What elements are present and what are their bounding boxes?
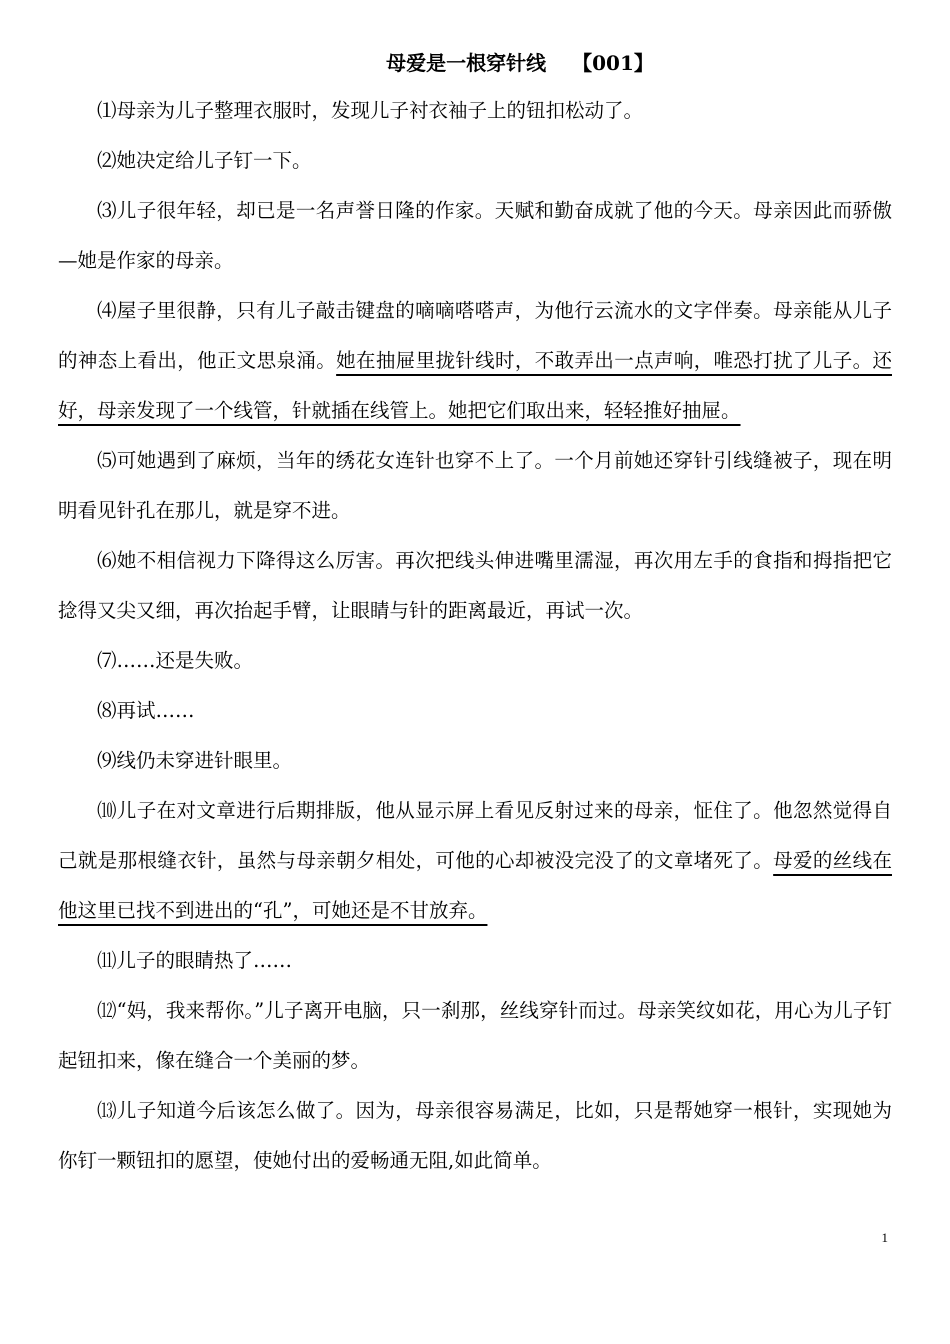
paragraph-3: ⑶儿子很年轻，却已是一名声誉日隆的作家。天赋和勤奋成就了他的今天。母亲因此而骄傲—她是作家的母亲。 bbox=[58, 199, 892, 272]
paragraph-9: ⑼线仍未穿进针眼里。 bbox=[97, 749, 293, 772]
paragraph-10: ⑽儿子在对文章进行后期排版，他从显示屏上看见反射过来的母亲，怔住了。他忽然觉得自己就是那根缝衣针，虽然与母亲朝夕相处，可他的心却被没完没了的文章堵死了。母爱的丝线在他这里已找不到进出的“孔”，可她还是不甘放弃。 bbox=[58, 799, 892, 922]
paragraph-2: ⑵她决定给儿子钉一下。 bbox=[97, 149, 312, 172]
paragraph-11: ⑾儿子的眼睛热了…… bbox=[97, 949, 293, 972]
paragraph-1: ⑴母亲为儿子整理衣服时，发现儿子衬衣袖子上的钮扣松动了。 bbox=[97, 99, 644, 122]
paragraph-8: ⑻再试…… bbox=[97, 699, 195, 722]
paragraph-7: ⑺……还是失败。 bbox=[97, 649, 254, 672]
document-page bbox=[58, 46, 892, 1186]
document-title bbox=[58, 46, 892, 80]
underlined-sentence-10: 母爱的丝线在他这里已找不到进出的“孔”，可她还是不甘放弃。 bbox=[58, 849, 892, 922]
paragraph-5: ⑸可她遇到了麻烦，当年的绣花女连针也穿不上了。一个月前她还穿针引线缝被子，现在明明看见针孔在那儿，就是穿不进。 bbox=[58, 449, 892, 522]
paragraph-12: ⑿“妈，我来帮你。”儿子离开电脑，只一刹那，丝线穿针而过。母亲笑纹如花，用心为儿子钉起钮扣来，像在缝合一个美丽的梦。 bbox=[58, 999, 892, 1072]
paragraph-6: ⑹她不相信视力下降得这么厉害。再次把线头伸进嘴里濡湿，再次用左手的食指和拇指把它捻得又尖又细，再次抬起手臂，让眼睛与针的距离最近，再试一次。 bbox=[58, 549, 892, 622]
underlined-sentence-4: 她在抽屉里拢针线时，不敢弄出一点声响，唯恐打扰了儿子。还好，母亲发现了一个线管，针就插在线管上。她把它们取出来，轻轻推好抽屉。 bbox=[58, 349, 892, 422]
paragraph-4: ⑷屋子里很静，只有儿子敲击键盘的嘀嘀嗒嗒声，为他行云流水的文字伴奏。母亲能从儿子的神态上看出，他正文思泉涌。她在抽屉里拢针线时，不敢弄出一点声响，唯恐打扰了儿子。还好，母亲发现了一个线管，针就插在线管上。她把它们取出来，轻轻推好抽屉。 bbox=[58, 299, 892, 422]
page-number: 1 bbox=[881, 1230, 888, 1245]
title-code: 【001】 bbox=[572, 51, 654, 75]
title-text: 母爱是一根穿针线 bbox=[386, 51, 547, 75]
paragraph-13: ⒀儿子知道今后该怎么做了。因为，母亲很容易满足，比如，只是帮她穿一根针，实现她为你钉一颗钮扣的愿望，使她付出的爱畅通无阻,如此简单。 bbox=[58, 1099, 892, 1172]
